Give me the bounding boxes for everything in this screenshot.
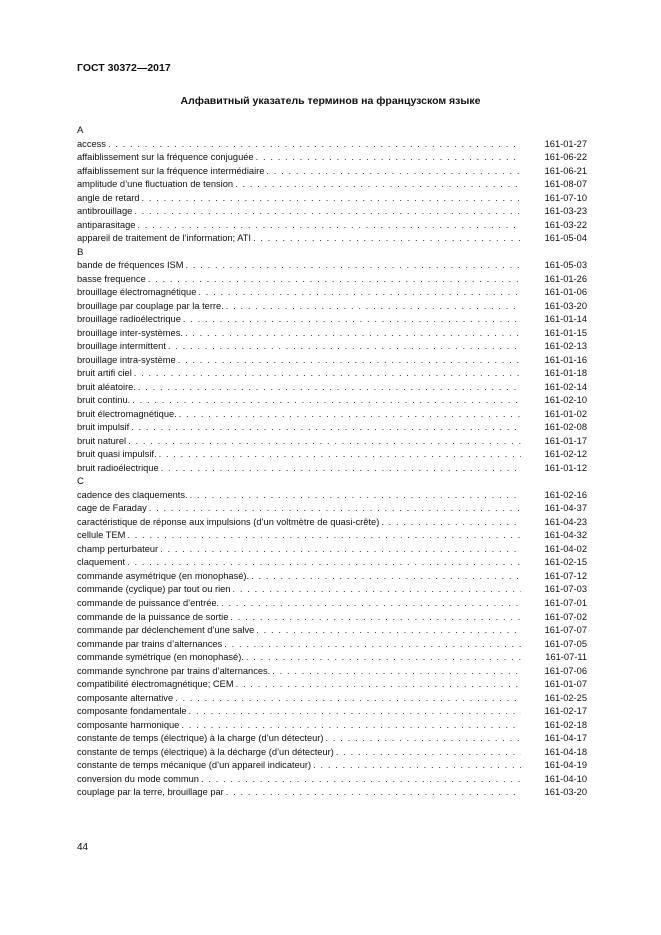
entry-code: 161-02-13: [544, 341, 587, 352]
index-entry: [77, 435, 587, 449]
index-entry: [77, 205, 587, 219]
entry-term: composante fondamentale: [77, 706, 187, 717]
dot-leader: [175, 692, 521, 706]
index-entry: [77, 638, 587, 652]
dot-leader: [266, 165, 521, 179]
entry-term: cadence des claquements.: [77, 489, 188, 500]
entry-term: bruit quasi impulsif.: [77, 449, 157, 460]
entry-code: 161-05-03: [544, 260, 587, 271]
dot-leader: [236, 678, 521, 692]
dot-leader: [190, 489, 521, 503]
entry-code: 161-01-17: [544, 435, 587, 446]
entry-term: bruit artifi ciel: [77, 368, 132, 379]
index-entry: [77, 516, 587, 530]
dot-leader: [134, 205, 521, 219]
index-entry: [77, 624, 587, 638]
index-entry: [77, 354, 587, 368]
index-entry: [77, 367, 587, 381]
section-letter: A: [77, 125, 84, 136]
index-entry: [77, 381, 587, 395]
index-entry: [77, 327, 587, 341]
entry-code: 161-06-21: [544, 165, 587, 176]
dot-leader: [226, 300, 521, 314]
index-entry: [77, 462, 587, 476]
entry-term: couplage par la terre, brouillage par: [77, 787, 224, 798]
index-entry: [77, 192, 587, 206]
index-entry: [77, 178, 587, 192]
entry-term: composante alternative: [77, 692, 174, 703]
entry-term: commande de la puissance de sortie: [77, 611, 229, 622]
index-entry: [77, 529, 587, 543]
entry-term: antiparasitage: [77, 219, 136, 230]
entry-term: conversion du mode commun: [77, 773, 199, 784]
entry-code: 161-01-07: [544, 679, 587, 690]
index-entry: [77, 732, 587, 746]
index-entry: [77, 138, 587, 152]
entry-code: 161-04-17: [544, 733, 587, 744]
index-entry: [77, 773, 587, 787]
dot-leader: [160, 543, 521, 557]
entry-code: 161-02-18: [544, 719, 587, 730]
dot-leader: [381, 516, 521, 530]
entry-term: brouillage par couplage par la terre.: [77, 300, 224, 311]
entry-term: commande par déclenchement d’une salve: [77, 625, 255, 636]
entry-term: bruit radioélectrique: [77, 462, 159, 473]
dot-leader: [256, 151, 521, 165]
dot-leader: [179, 408, 521, 422]
entry-code: 161-07-05: [544, 638, 587, 649]
entry-term: constante de temps (électrique) à la décharge (d’un détecteur): [77, 746, 334, 757]
index-entry: [77, 273, 587, 287]
entry-code: 161-04-18: [544, 746, 587, 757]
entry-code: 161-07-10: [544, 192, 587, 203]
entry-term: access: [77, 138, 106, 149]
entry-code: 161-03-22: [544, 219, 587, 230]
dot-leader: [272, 665, 521, 679]
entry-term: brouillage intra-système: [77, 354, 176, 365]
dot-leader: [161, 462, 521, 476]
entry-term: bruit continu.: [77, 395, 131, 406]
entry-term: antibrouillage: [77, 206, 133, 217]
alphabetical-index: [77, 124, 587, 800]
dot-leader: [159, 448, 521, 462]
entry-code: 161-03-20: [544, 787, 587, 798]
entry-code: 161-07-11: [545, 652, 587, 663]
entry-code: 161-02-16: [544, 489, 587, 500]
entry-term: constante de temps (électrique) à la charge (d’un détecteur): [77, 733, 324, 744]
index-entry: [77, 421, 587, 435]
entry-code: 161-01-06: [544, 287, 587, 298]
index-entry: [77, 259, 587, 273]
entry-code: 161-03-20: [544, 300, 587, 311]
index-entry: [77, 165, 587, 179]
index-entry: [77, 448, 587, 462]
entry-term: compatibilité électromagnétique; CEM: [77, 679, 234, 690]
dot-leader: [178, 354, 521, 368]
entry-code: 161-01-16: [544, 354, 587, 365]
dot-leader: [235, 178, 521, 192]
dot-leader: [131, 421, 521, 435]
dot-leader: [127, 556, 521, 570]
entry-term: brouillage inter-systèmes.: [77, 327, 183, 338]
index-entry: [77, 543, 587, 557]
dot-leader: [181, 719, 521, 733]
dot-leader: [326, 732, 521, 746]
entry-term: brouillage intermittent: [77, 341, 166, 352]
entry-term: cellule TEM: [77, 530, 126, 541]
dot-leader: [134, 367, 521, 381]
dot-leader: [148, 273, 521, 287]
entry-code: 161-08-07: [544, 179, 587, 190]
dot-leader: [138, 381, 521, 395]
index-entry: [77, 678, 587, 692]
index-entry: [77, 408, 587, 422]
index-entry: [77, 786, 587, 800]
entry-code: 161-07-12: [544, 570, 587, 581]
dot-leader: [127, 529, 521, 543]
entry-code: 161-04-19: [544, 760, 587, 771]
dot-leader: [185, 259, 521, 273]
index-entry: [77, 286, 587, 300]
dot-leader: [185, 327, 521, 341]
dot-leader: [108, 138, 521, 152]
dot-leader: [149, 502, 521, 516]
entry-term: brouillage radioélectrique: [77, 314, 181, 325]
index-entry: [77, 705, 587, 719]
dot-leader: [336, 746, 521, 760]
index-entry: [77, 394, 587, 408]
section-letter: B: [77, 246, 84, 258]
entry-code: 161-02-12: [544, 449, 587, 460]
entry-code: 161-07-02: [544, 611, 587, 622]
index-entry: [77, 300, 587, 314]
document-header: ГОСТ 30372—2017: [77, 62, 171, 74]
entry-term: bruit électromagnétique.: [77, 408, 177, 419]
entry-code: 161-07-03: [544, 584, 587, 595]
dot-leader: [246, 651, 521, 665]
entry-term: commande synchrone par trains d’alternances.: [77, 665, 271, 676]
index-entry: [77, 665, 587, 679]
dot-leader: [251, 570, 521, 584]
entry-code: 161-04-32: [544, 530, 587, 541]
index-entry: [77, 692, 587, 706]
index-entry: [77, 570, 587, 584]
entry-code: 161-01-18: [544, 368, 587, 379]
dot-leader: [168, 340, 521, 354]
entry-term: bande de fréquences ISM: [77, 260, 184, 271]
section-letter: C: [77, 476, 84, 488]
entry-code: 161-04-02: [544, 543, 587, 554]
dot-leader: [313, 759, 521, 773]
entry-code: 161-07-06: [544, 665, 587, 676]
entry-term: angle de retard: [77, 192, 140, 203]
index-entry: [77, 719, 587, 733]
dot-leader: [221, 597, 521, 611]
entry-code: 161-05-04: [544, 233, 587, 244]
entry-term: cage de Faraday: [77, 503, 147, 514]
entry-term: champ perturbateur: [77, 543, 159, 554]
index-entry: [77, 502, 587, 516]
entry-term: composante harmonique: [77, 719, 180, 730]
dot-leader: [198, 286, 521, 300]
entry-term: affaiblissement sur la fréquence conjuguée: [77, 152, 254, 163]
entry-code: 161-04-10: [544, 773, 587, 784]
entry-code: 161-07-07: [544, 625, 587, 636]
entry-code: 161-04-37: [544, 503, 587, 514]
entry-term: claquement: [77, 557, 126, 568]
entry-code: 161-02-08: [544, 422, 587, 433]
index-entry: [77, 597, 587, 611]
entry-term: commande par trains d’alternances: [77, 638, 223, 649]
index-entry: [77, 759, 587, 773]
entry-term: amplitude d’une fluctuation de tension: [77, 179, 234, 190]
entry-term: bruit aléatoire.: [77, 381, 136, 392]
index-entry: [77, 583, 587, 597]
entry-code: 161-02-17: [544, 706, 587, 717]
entry-code: 161-02-15: [544, 557, 587, 568]
index-entry: [77, 313, 587, 327]
dot-leader: [230, 611, 521, 625]
entry-term: affaiblissement sur la fréquence intermédiaire: [77, 165, 265, 176]
dot-leader: [183, 313, 521, 327]
entry-code: 161-02-14: [544, 381, 587, 392]
entry-code: 161-01-26: [544, 273, 587, 284]
dot-leader: [253, 232, 521, 246]
entry-code: 161-01-12: [544, 462, 587, 473]
dot-leader: [132, 394, 521, 408]
page-number: 44: [77, 842, 89, 853]
entry-term: commande (cyclique) par tout ou rien: [77, 584, 231, 595]
entry-code: 161-04-23: [544, 516, 587, 527]
entry-code: 161-01-15: [544, 327, 587, 338]
dot-leader: [226, 786, 521, 800]
index-entry: [77, 340, 587, 354]
dot-leader: [232, 583, 521, 597]
index-entry: [77, 611, 587, 625]
entry-code: 161-01-27: [544, 138, 587, 149]
entry-code: 161-03-23: [544, 206, 587, 217]
dot-leader: [256, 624, 521, 638]
index-title: Алфавитный указатель терминов на французском языке: [180, 95, 481, 107]
index-entry: [77, 489, 587, 503]
entry-code: 161-02-10: [544, 395, 587, 406]
entry-code: 161-07-01: [544, 598, 587, 608]
dot-leader: [128, 435, 521, 449]
entry-term: basse frequence: [77, 273, 146, 284]
dot-leader: [137, 219, 521, 233]
entry-term: caractéristique de réponse aux impulsions (d’un voltmètre de quasi-crête): [77, 516, 380, 527]
entry-term: commande asymétrique (en monophasé).: [77, 570, 250, 581]
entry-term: bruit naturel: [77, 435, 127, 446]
entry-code: 161-02-25: [544, 692, 587, 703]
dot-leader: [224, 638, 521, 652]
index-entry: [77, 746, 587, 760]
entry-code: 161-06-22: [544, 152, 587, 163]
dot-leader: [142, 192, 521, 206]
index-entry: [77, 219, 587, 233]
index-entry: [77, 556, 587, 570]
entry-code: 161-01-14: [544, 314, 587, 325]
entry-term: bruit impulsif: [77, 422, 130, 433]
index-entry: [77, 151, 587, 165]
dot-leader: [189, 705, 521, 719]
entry-term: constante de temps mécanique (d’un appareil indicateur): [77, 760, 312, 771]
index-entry: [77, 232, 587, 246]
entry-term: commande de puissance d’entrée.: [77, 598, 220, 608]
entry-code: 161-01-02: [544, 408, 587, 419]
dot-leader: [201, 773, 521, 787]
entry-term: brouillage électromagnétique: [77, 287, 197, 298]
entry-term: commande symétrique (en monophasé).: [77, 652, 244, 663]
index-entry: [77, 651, 587, 665]
entry-term: appareil de traitement de l’information; ATI: [77, 233, 251, 244]
